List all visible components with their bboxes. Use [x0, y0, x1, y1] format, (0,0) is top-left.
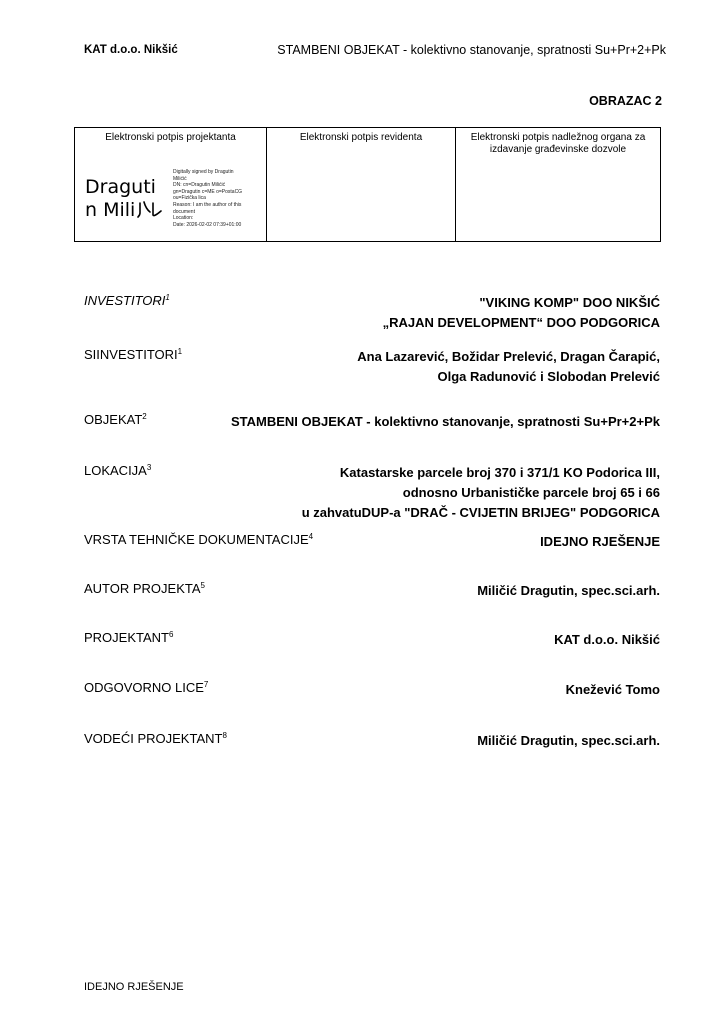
signature-mark-icon: [137, 199, 163, 219]
sig-detail-line: Reason: I am the author of this: [173, 201, 242, 208]
field-label: INVESTITORI$^1$: [84, 293, 170, 308]
authority-signature-header: Elektronski potpis nadležnog organa za izdavanje građevinske dozvole: [470, 132, 646, 155]
field-value: "VIKING KOMP" DOO NIKŠIĆ „RAJAN DEVELOPMENT“ DOO PODGORICA: [382, 295, 660, 330]
sig-detail-line: Date: 2026-02-02 07:39+01:00: [173, 221, 242, 228]
field-value: Miličić Dragutin, spec.sci.arh.: [477, 733, 660, 748]
form-number: OBRAZAC 2: [589, 94, 662, 108]
sig-detail-line: Location:: [173, 215, 194, 222]
field-value: STAMBENI OBJEKAT - kolektivno stanovanje, spratnosti Su+Pr+2+Pk: [231, 414, 660, 429]
footnote-mark: 4: [308, 532, 314, 541]
field-label: LOKACIJA$^3$: [84, 463, 152, 478]
sig-detail-line: Digitally signed by Dragutin: [173, 169, 234, 175]
sig-detail-line: DN: cn=Dragutin Milićić: [173, 182, 226, 189]
field-label: ODGOVORNO LICE$^7$: [84, 680, 209, 695]
sig-detail-line: document: [173, 208, 195, 215]
designer-signature-cell: [75, 128, 267, 241]
signature-details: [173, 169, 263, 228]
footnote-mark: 3: [146, 463, 152, 472]
field-value: Katastarske parcele broj 370 i 371/1 KO Podorica III, odnosno Urbanističke parcele broj 65 i 66 u zahvatuDUP-a "DRAČ - CVIJETIN BRIJEG" PODGORICA: [301, 465, 660, 520]
header-company: KAT d.o.o. Nikšić: [84, 44, 178, 56]
field-label: SIINVESTITORI$^1$: [84, 347, 183, 362]
field-label: PROJEKTANT$^6$: [84, 630, 174, 645]
signature-table: [74, 127, 661, 242]
field-value: Ana Lazarević, Božidar Prelević, Dragan Čarapić, Olga Radunović i Slobodan Prelević: [357, 349, 660, 384]
designer-signature-header: Elektronski potpis projektanta: [105, 132, 236, 143]
field-value: Knežević Tomo: [565, 682, 660, 697]
field-label: VODEĆI PROJEKTANT$^8$: [84, 731, 227, 746]
field-label: OBJEKAT$^2$: [84, 412, 147, 427]
sig-detail-line: gn=Dragutin c=ME o=PostaCG: [173, 188, 243, 195]
header-project-title: STAMBENI OBJEKAT - kolektivno stanovanje, spratnosti Su+Pr+2+Pk: [277, 43, 666, 57]
field-value: IDEJNO RJEŠENJE: [540, 534, 660, 549]
field-value: Miličić Dragutin, spec.sci.arh.: [477, 583, 660, 598]
field-label: AUTOR PROJEKTA$^5$: [84, 581, 205, 596]
sig-detail-line: Milićić: [173, 175, 187, 182]
signer-name-line1: Draguti: [85, 176, 156, 198]
reviewer-signature-cell: [267, 128, 456, 241]
footnote-mark: 1: [165, 293, 170, 302]
footnote-mark: 5: [200, 581, 205, 590]
field-value: KAT d.o.o. Nikšić: [554, 632, 660, 647]
footnote-mark: 7: [203, 680, 209, 689]
reviewer-signature-header: Elektronski potpis revidenta: [299, 132, 423, 143]
authority-signature-cell: [456, 128, 660, 241]
footnote-mark: 8: [222, 731, 227, 740]
sig-detail-line: ou=Fizička lica: [173, 195, 206, 202]
footnote-mark: 6: [169, 630, 174, 639]
field-label: VRSTA TEHNIČKE DOKUMENTACIJE$^4$: [84, 532, 314, 547]
footer-document-type: IDEJNO RJEŠENJE: [84, 981, 184, 993]
footnote-mark: 2: [142, 412, 147, 421]
signer-name: [85, 176, 163, 222]
signer-name-line2: n Mili: [85, 199, 136, 221]
footnote-mark: 1: [177, 347, 183, 356]
